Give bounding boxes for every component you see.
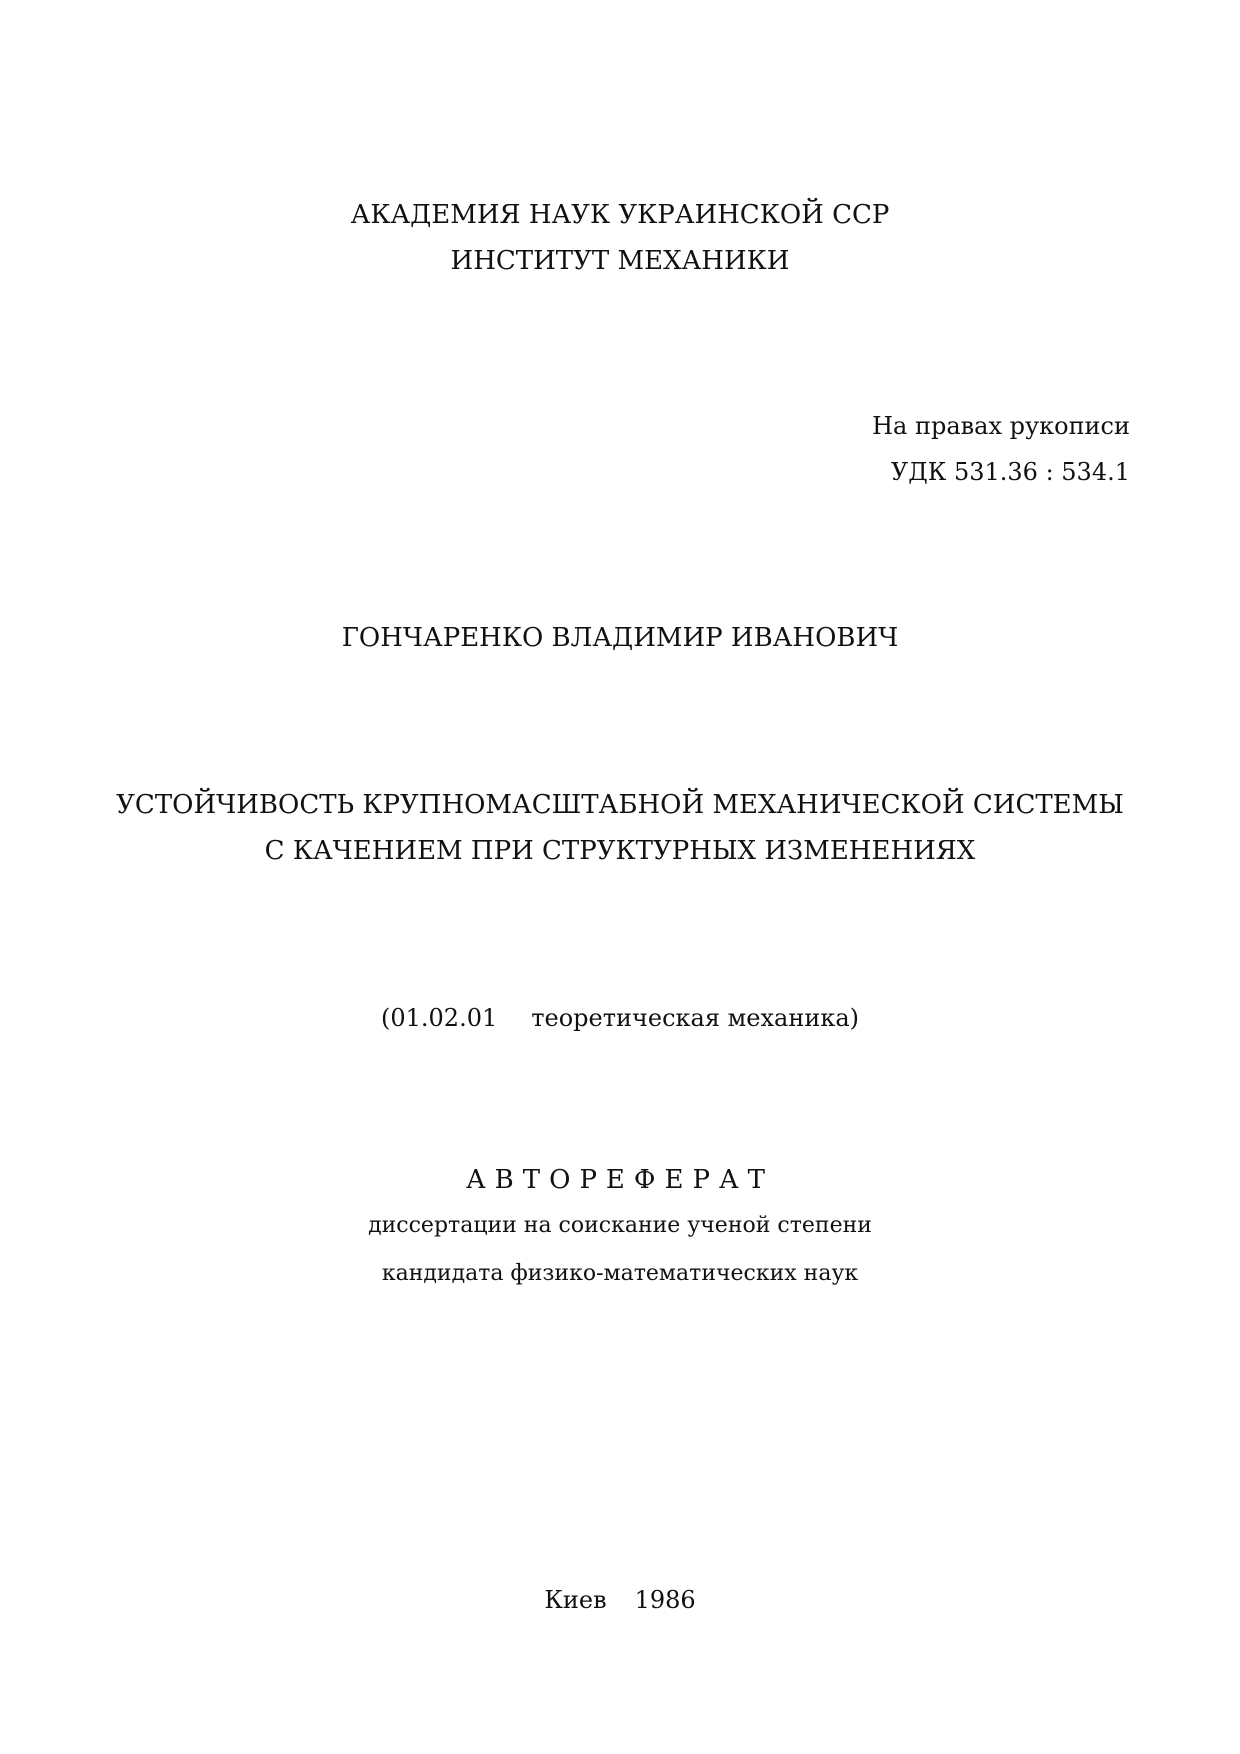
thesis-title-line-1: УСТОЙЧИВОСТЬ КРУПНОМАСШТАБНОЙ МЕХАНИЧЕСКОЙ СИСТЕМЫ [116, 790, 1124, 820]
udc-code: УДК 531.36 : 534.1 [890, 458, 1130, 486]
institute-name: ИНСТИТУТ МЕХАНИКИ [450, 246, 790, 276]
manuscript-rights-note: На правах рукописи [872, 412, 1130, 440]
specialty-name: теоретическая механика) [531, 1004, 859, 1032]
author-name: ГОНЧАРЕНКО ВЛАДИМИР ИВАНОВИЧ [341, 623, 899, 653]
publication-city: Киев [544, 1586, 607, 1614]
specialty [0, 1006, 1240, 1030]
academy-name: АКАДЕМИЯ НАУК УКРАИНСКОЙ ССР [350, 200, 890, 230]
publication-info [0, 1588, 1240, 1612]
abstract-description-line-1: диссертации на соискание ученой степени [368, 1213, 872, 1238]
abstract-heading: АВТОРЕФЕРАТ [465, 1165, 774, 1195]
thesis-title-line-2: С КАЧЕНИЕМ ПРИ СТРУКТУРНЫХ ИЗМЕНЕНИЯХ [264, 836, 976, 866]
specialty-code: (01.02.01 [381, 1004, 498, 1032]
publication-year: 1986 [634, 1586, 696, 1614]
abstract-description-line-2: кандидата физико-математических наук [381, 1261, 859, 1286]
